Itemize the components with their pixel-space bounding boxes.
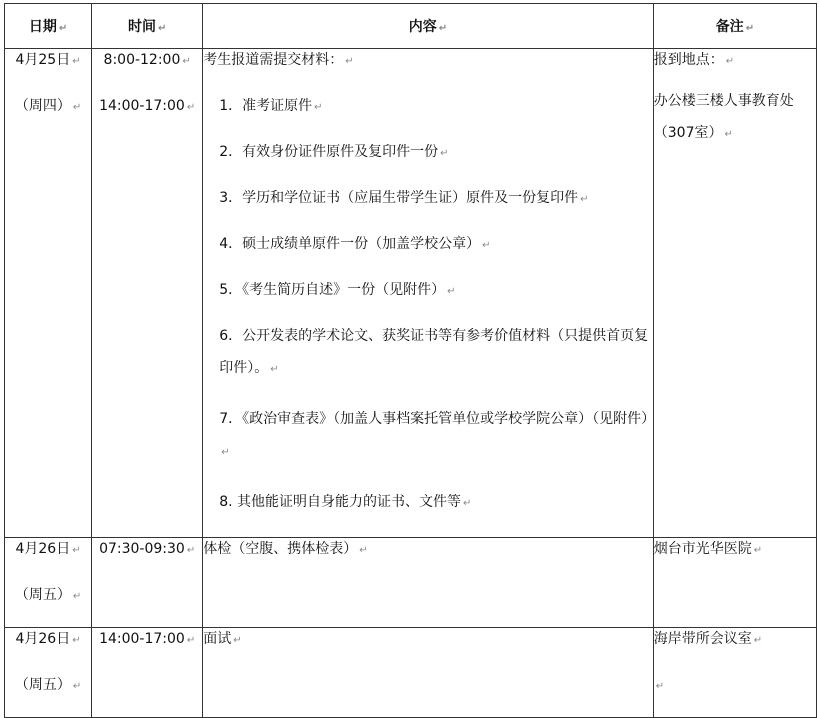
content-cell: 面试 ↵: [203, 628, 654, 718]
table-row: [5, 628, 817, 718]
header-note: 备注 ↵: [653, 4, 816, 49]
date-cell: 4月26日 ↵ （周五） ↵: [5, 538, 92, 628]
date-cell: 4月26日 ↵ （周五） ↵: [5, 628, 92, 718]
note-cell: 海岸带所会议室 ↵ ↵: [653, 628, 816, 718]
schedule-table: [4, 3, 817, 718]
header-row: [5, 4, 817, 49]
table-row: [5, 538, 817, 628]
header-time: 时间 ↵: [92, 4, 203, 49]
content-cell: 考生报道需提交材料： ↵ 1．准考证原件 ↵ 2．有效身份证件原件及复印件一份 ↵ 3．学历和学位证书（应届生带学生证）原件及一份复印件 ↵ 4．硕士成绩单原件一份（加盖学校公章） ↵ 5．《考生简历自述》一份（见附件） ↵ 6．公开发表的学术论文、获奖证书等有参考价值材料（只提供首页复印件）。 ↵ 7．《政治审查表》（加盖人事档案托管单位或学校学院公章）（见附件）↵ 8. 其他能证明自身能力的证书、文件等 ↵: [203, 49, 654, 538]
time-cell: 8:00-12:00 ↵ 14:00-17:00 ↵: [92, 49, 203, 538]
content-cell: 体检（空腹、携体检表） ↵: [203, 538, 654, 628]
note-cell: 烟台市光华医院 ↵: [653, 538, 816, 628]
time-cell: 14:00-17:00 ↵: [92, 628, 203, 718]
table-row: [5, 49, 817, 538]
note-cell: 报到地点： ↵ 办公楼三楼人事教育处（307室） ↵: [653, 49, 816, 538]
date-cell: 4月25日 ↵ （周四） ↵: [5, 49, 92, 538]
time-cell: 07:30-09:30 ↵: [92, 538, 203, 628]
header-date: 日期 ↵: [5, 4, 92, 49]
header-content: 内容 ↵: [203, 4, 654, 49]
